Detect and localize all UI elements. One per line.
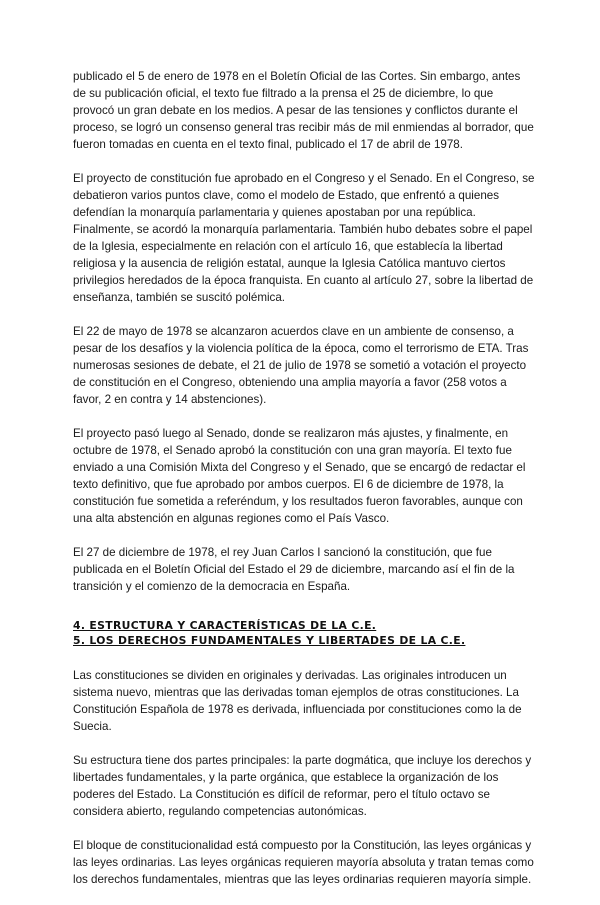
paragraph-constitutionality-block: El bloque de constitucionalidad está compuesto por la Constitución, las leyes orgánicas y las leyes ordinarias. Las leyes orgánicas requieren mayoría absoluta y tratan temas como los derechos fundamentales, mientras que las leyes ordinarias requieren mayoría simple. <box>73 839 534 886</box>
paragraph-constitution-types: Las constituciones se dividen en originales y derivadas. Las originales introducen un sistema nuevo, mientras que las derivadas toman ejemplos de otras constituciones. La Constitución Española de 1978 es derivada, influenciada por constituciones como la de Suecia. <box>73 669 522 733</box>
paragraph-constitution-structure: Su estructura tiene dos partes principales: la parte dogmática, que incluye los derechos y libertades fundamentales, y la parte orgánica, que establece la organización de los poderes del Estado. La Constitución es difícil de reformar, pero el título octavo se considera abierto, regulando competencias autonómicas. <box>73 754 532 818</box>
paragraph-royal-sanction: El 27 de diciembre de 1978, el rey Juan Carlos I sancionó la constitución, que fue publicada en el Boletín Oficial del Estado el 29 de diciembre, marcando así el fin de la transición y el comienzo de la democracia en España. <box>73 546 515 593</box>
paragraph-consensus-vote: El 22 de mayo de 1978 se alcanzaron acuerdos clave en un ambiente de consenso, a pesar de los desafíos y la violencia política de la época, como el terrorismo de ETA. Tras numerosas sesiones de debate, el 21 de julio de 1978 se sometió a votación el proyecto de constitución en el Congreso, obteniendo una amplia mayoría a favor (258 votos a favor, 2 en contra y 14 abstenciones). <box>73 325 529 406</box>
section-headings <box>73 618 535 648</box>
document-body <box>73 68 535 905</box>
paragraph-constitution-publication: publicado el 5 de enero de 1978 en el Boletín Oficial de las Cortes. Sin embargo, antes de su publicación oficial, el texto fue filtrado a la prensa el 25 de diciembre, lo que provocó un gran debate en los medios. A pesar de las tensiones y conflictos durante el proceso, se logró un consenso general tras recibir más de mil enmiendas al borrador, que fueron tomadas en cuenta en el texto final, publicado el 17 de abril de 1978. <box>73 70 534 151</box>
section-heading-fundamental-rights: 5. LOS DERECHOS FUNDAMENTALES Y LIBERTADES DE LA C.E. <box>73 634 466 647</box>
section-heading-structure: 4. ESTRUCTURA Y CARACTERÍSTICAS DE LA C.E. <box>73 619 377 632</box>
paragraph-senate-referendum: El proyecto pasó luego al Senado, donde se realizaron más ajustes, y finalmente, en octubre de 1978, el Senado aprobó la constitución con una gran mayoría. El texto fue enviado a una Comisión Mixta del Congreso y el Senado, que se encargó de redactar el texto definitivo, que fue aprobado por ambos cuerpos. El 6 de diciembre de 1978, la constitución fue sometida a referéndum, y los resultados fueron favorables, aunque con una alta abstención en algunas regiones como el País Vasco. <box>73 427 526 525</box>
paragraph-congress-senate-debate: El proyecto de constitución fue aprobado en el Congreso y el Senado. En el Congreso, se debatieron varios puntos clave, como el modelo de Estado, que enfrentó a quienes defendían la monarquía parlamentaria y quienes apostaban por una república. Finalmente, se acordó la monarquía parlamentaria. También hubo debates sobre el papel de la Iglesia, especialmente en relación con el artículo 16, que establecía la libertad religiosa y la ausencia de religión estatal, aunque la Iglesia Católica mantuvo ciertos privilegios heredados de la época franquista. En cuanto al artículo 27, sobre la libertad de enseñanza, también se suscitó polémica. <box>73 172 535 304</box>
